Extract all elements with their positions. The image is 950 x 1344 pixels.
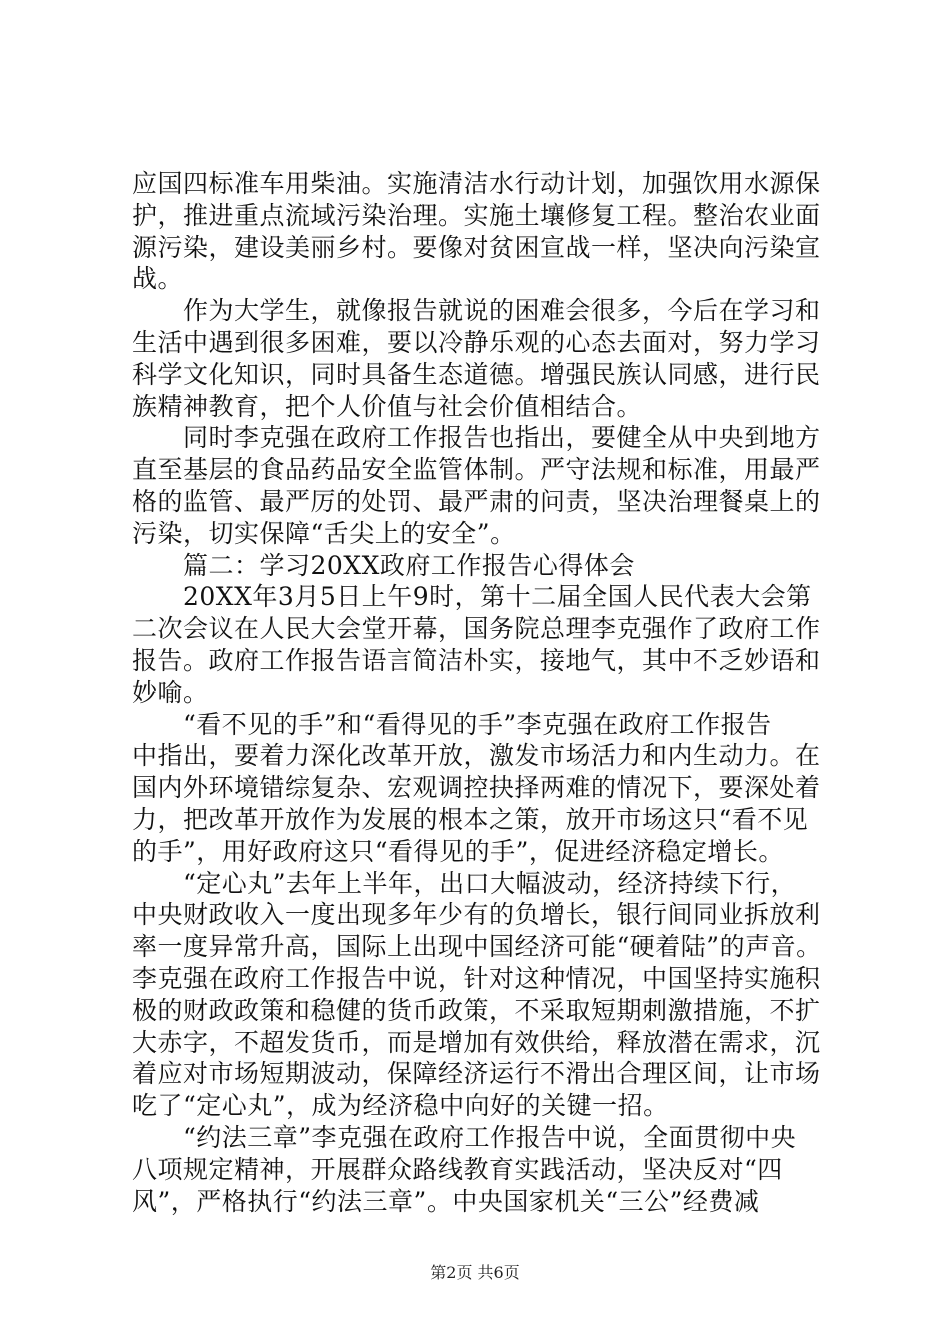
text-line: “定心丸”去年上半年，出口大幅波动，经济持续下行， (132, 868, 797, 898)
text-line: 风”，严格执行“约法三章”。中央国家机关“三公”经费减 (132, 1186, 760, 1216)
text-line: 大赤字，不超发货币，而是增加有效供给，释放潜在需求，沉 (132, 1027, 821, 1057)
text-line: 作为大学生，就像报告就说的困难会很多，今后在学习和 (132, 296, 821, 326)
text-line: 科学文化知识，同时具备生态道德。增强民族认同感，进行民 (132, 359, 821, 389)
text-line: 战。 (132, 264, 184, 294)
text-line: 国内外环境错综复杂、宏观调控抉择两难的情况下，要深处着 (132, 773, 821, 803)
text-line: 率一度异常升高，国际上出现中国经济可能“硬着陆”的声音。 (132, 932, 822, 962)
document-body (132, 168, 832, 1217)
text-line: 20XX年3月5日上午9时，第十二届全国人民代表大会第 (132, 582, 812, 612)
text-line: 生活中遇到很多困难，要以冷静乐观的心态去面对，努力学习 (132, 327, 821, 357)
text-line: 李克强在政府工作报告中说，针对这种情况，中国坚持实施积 (132, 963, 821, 993)
text-line: 极的财政政策和稳健的货币政策，不采取短期刺激措施，不扩 (132, 995, 821, 1025)
text-line: 护，推进重点流域污染治理。实施土壤修复工程。整治农业面 (132, 200, 821, 230)
text-line: 族精神教育，把个人价值与社会价值相结合。 (132, 391, 643, 421)
text-line: 格的监管、最严厉的处罚、最严肃的问责，坚决治理餐桌上的 (132, 486, 821, 516)
text-line: 二次会议在人民大会堂开幕，国务院总理李克强作了政府工作 (132, 614, 821, 644)
text-line: 报告。政府工作报告语言简洁朴实，接地气，其中不乏妙语和 (132, 645, 821, 675)
text-line: 的手”，用好政府这只“看得见的手”，促进经济稳定增长。 (132, 836, 784, 866)
text-line: 污染，切实保障“舌尖上的安全”。 (132, 518, 516, 548)
text-line: 八项规定精神，开展群众路线教育实践活动，坚决反对“四 (132, 1154, 783, 1184)
page-footer: 第2页 共6页 (430, 1263, 520, 1282)
text-line: 着应对市场短期波动，保障经济运行不滑出合理区间，让市场 (132, 1059, 821, 1089)
text-line: “约法三章”李克强在政府工作报告中说，全面贯彻中央 (132, 1122, 797, 1152)
text-line: 应国四标准车用柴油。实施清洁水行动计划，加强饮用水源保 (132, 169, 821, 198)
text-line: 同时李克强在政府工作报告也指出，要健全从中央到地方 (132, 423, 821, 453)
text-line: 篇二：学习20XX政府工作报告心得体会 (132, 550, 635, 580)
text-line: 源污染，建设美丽乡村。要像对贫困宣战一样，坚决向污染宣 (132, 232, 821, 262)
text-line: “看不见的手”和“看得见的手”李克强在政府工作报告 (132, 709, 772, 739)
text-line: 妙喻。 (132, 677, 209, 707)
text-line: 直至基层的食品药品安全监管体制。严守法规和标准，用最严 (132, 455, 821, 485)
text-line: 中指出，要着力深化改革开放，激发市场活力和内生动力。在 (132, 741, 821, 771)
text-line: 中央财政收入一度出现多年少有的负增长，银行间同业拆放利 (132, 900, 821, 930)
text-line: 力，把改革开放作为发展的根本之策，放开市场这只“看不见 (132, 804, 809, 834)
text-line: 吃了“定心丸”，成为经济稳中向好的关键一招。 (132, 1091, 669, 1121)
